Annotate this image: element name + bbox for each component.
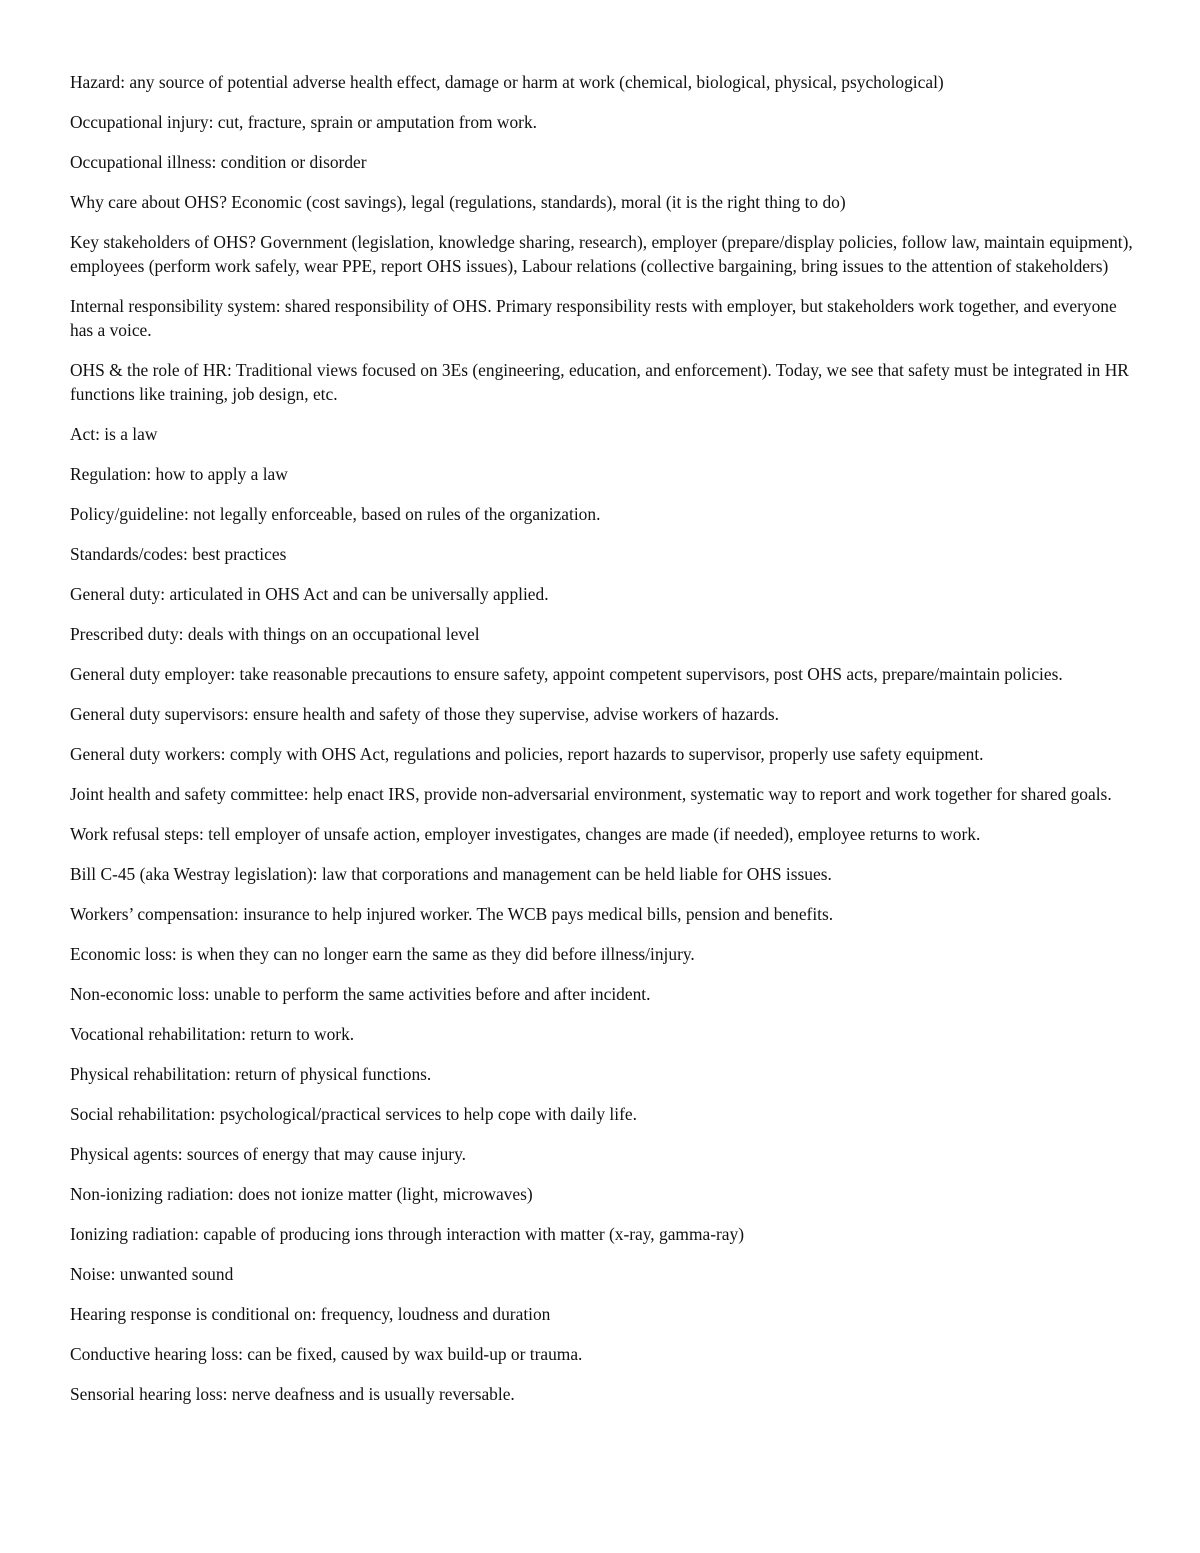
paragraph-occupational-illness: Occupational illness: condition or disorder: [70, 152, 367, 172]
paragraph-general-duty: General duty: articulated in OHS Act and can be universally applied.: [70, 584, 549, 604]
paragraph-standards-codes: Standards/codes: best practices: [70, 544, 287, 564]
paragraph-hazard: Hazard: any source of potential adverse health effect, damage or harm at work (chemical, biological, physical, psychological): [70, 72, 944, 92]
paragraph-joint-committee: Joint health and safety committee: help enact IRS, provide non-adversarial environment, systematic way to report and work together for shared goals.: [70, 784, 1112, 804]
paragraph-economic-loss: Economic loss: is when they can no longer earn the same as they did before illness/injury.: [70, 944, 695, 964]
paragraph-internal-responsibility: Internal responsibility system: shared responsibility of OHS. Primary responsibility rests with employer, but stakeholders work together, and everyone has a voice.: [70, 296, 1117, 340]
paragraph-why-care-ohs: Why care about OHS? Economic (cost savings), legal (regulations, standards), moral (it is the right thing to do): [70, 192, 846, 212]
document-page: [70, 70, 1140, 1422]
paragraph-occupational-injury: Occupational injury: cut, fracture, sprain or amputation from work.: [70, 112, 537, 132]
paragraph-general-duty-employer: General duty employer: take reasonable precautions to ensure safety, appoint competent supervisors, post OHS acts, prepare/maintain policies.: [70, 664, 1063, 684]
paragraph-ohs-role-hr: OHS & the role of HR: Traditional views focused on 3Es (engineering, education, and enforcement). Today, we see that safety must be integrated in HR functions like training, job design, etc.: [70, 360, 1129, 404]
paragraph-bill-c45: Bill C-45 (aka Westray legislation): law that corporations and management can be held liable for OHS issues.: [70, 864, 832, 884]
paragraph-prescribed-duty: Prescribed duty: deals with things on an occupational level: [70, 624, 480, 644]
paragraph-vocational-rehab: Vocational rehabilitation: return to work.: [70, 1024, 355, 1044]
paragraph-work-refusal: Work refusal steps: tell employer of unsafe action, employer investigates, changes are made (if needed), employee returns to work.: [70, 824, 981, 844]
paragraph-social-rehab: Social rehabilitation: psychological/practical services to help cope with daily life.: [70, 1104, 637, 1124]
paragraph-general-duty-workers: General duty workers: comply with OHS Act, regulations and policies, report hazards to supervisor, properly use safety equipment.: [70, 744, 984, 764]
paragraph-general-duty-supervisors: General duty supervisors: ensure health and safety of those they supervise, advise workers of hazards.: [70, 704, 779, 724]
paragraph-workers-compensation: Workers’ compensation: insurance to help injured worker. The WCB pays medical bills, pension and benefits.: [70, 904, 834, 924]
paragraph-key-stakeholders: Key stakeholders of OHS? Government (legislation, knowledge sharing, research), employer (prepare/display policies, follow law, maintain equipment), employees (perform work safely, wear PPE, report OHS issues), Labour relations (collective bargaining, bring issues to the attention of stakeholders): [70, 232, 1133, 276]
paragraph-regulation: Regulation: how to apply a law: [70, 464, 288, 484]
paragraph-hearing-response: Hearing response is conditional on: frequency, loudness and duration: [70, 1304, 551, 1324]
paragraph-act: Act: is a law: [70, 424, 158, 444]
paragraph-conductive-hearing-loss: Conductive hearing loss: can be fixed, caused by wax build-up or trauma.: [70, 1344, 583, 1364]
paragraph-sensorial-hearing-loss: Sensorial hearing loss: nerve deafness and is usually reversable.: [70, 1384, 515, 1404]
paragraph-ionizing-radiation: Ionizing radiation: capable of producing ions through interaction with matter (x-ray, gamma-ray): [70, 1224, 744, 1244]
paragraph-noise: Noise: unwanted sound: [70, 1264, 234, 1284]
paragraph-physical-rehab: Physical rehabilitation: return of physical functions.: [70, 1064, 432, 1084]
paragraph-non-economic-loss: Non-economic loss: unable to perform the same activities before and after incident.: [70, 984, 651, 1004]
paragraph-policy-guideline: Policy/guideline: not legally enforceable, based on rules of the organization.: [70, 504, 601, 524]
paragraph-physical-agents: Physical agents: sources of energy that may cause injury.: [70, 1144, 467, 1164]
paragraph-non-ionizing-radiation: Non-ionizing radiation: does not ionize matter (light, microwaves): [70, 1184, 533, 1204]
